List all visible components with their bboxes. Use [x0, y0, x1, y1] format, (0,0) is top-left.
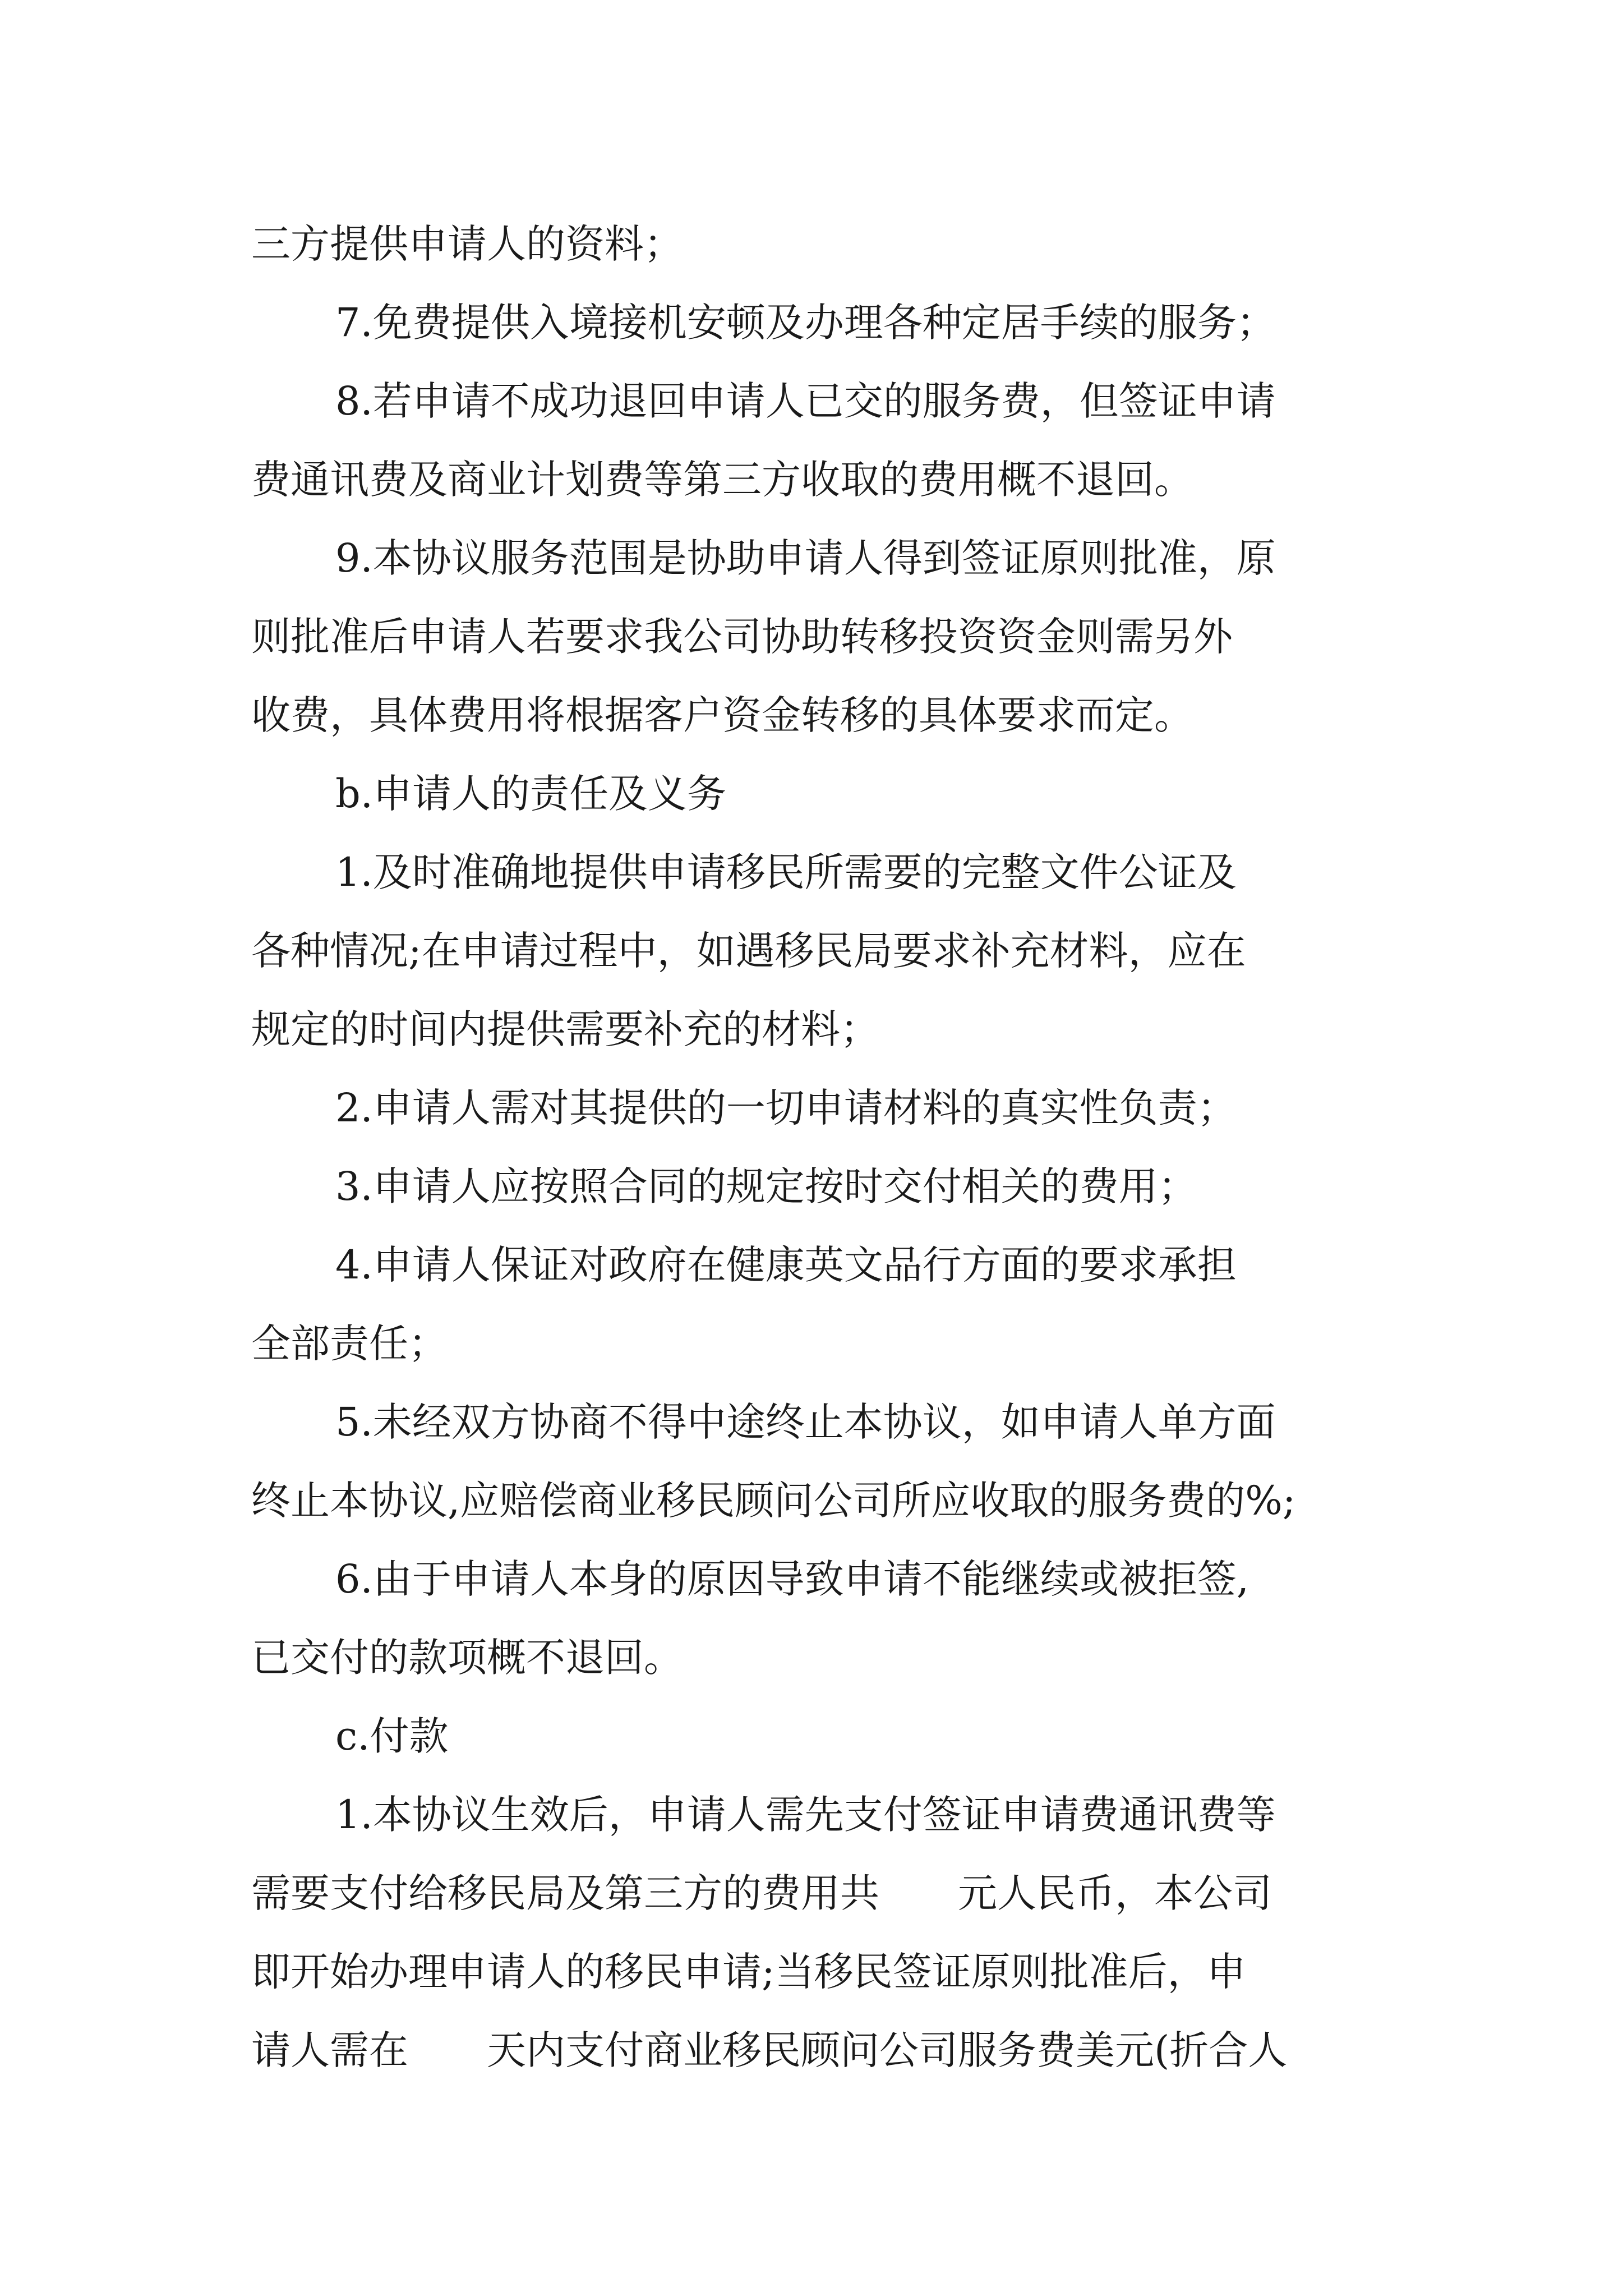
document-body: [251, 205, 1384, 2090]
text-line: 费通讯费及商业计划费等第三方收取的费用概不退回。: [251, 457, 1193, 503]
text-line: 2.申请人需对其提供的一切申请材料的真实性负责；: [335, 1085, 1237, 1131]
text-line: 已交付的款项概不退回。: [251, 1635, 683, 1681]
text-line: 则批准后申请人若要求我公司协助转移投资资金则需另外: [251, 614, 1233, 660]
text-line: 4.申请人保证对政府在健康英文品行方面的要求承担: [335, 1242, 1237, 1288]
text-line: 三方提供申请人的资料；: [251, 221, 683, 267]
text-line: 8.若申请不成功退回申请人已交的服务费，但签证申请: [335, 378, 1276, 424]
text-line: 终止本协议,应赔偿商业移民顾问公司所应收取的服务费的%;: [251, 1478, 1296, 1524]
text-line: 1.本协议生效后，申请人需先支付签证申请费通讯费等: [335, 1792, 1276, 1838]
text-line: 3.申请人应按照合同的规定按时交付相关的费用；: [335, 1163, 1197, 1209]
text-line: 6.由于申请人本身的原因导致申请不能继续或被拒签,: [335, 1556, 1249, 1602]
text-line: 9.本协议服务范围是协助申请人得到签证原则批准，原: [335, 535, 1276, 581]
text-line: 请人需在 天内支付商业移民顾问公司服务费美元(折合人: [251, 2027, 1288, 2073]
section-heading: b.申请人的责任及义务: [335, 771, 727, 817]
text-line: 全部责任；: [251, 1320, 448, 1366]
text-line: 收费，具体费用将根据客户资金转移的具体要求而定。: [251, 692, 1193, 738]
section-heading: c.付款: [335, 1713, 449, 1759]
text-line: 规定的时间内提供需要补充的材料；: [251, 1006, 879, 1052]
text-line: 需要支付给移民局及第三方的费用共 元人民币，本公司: [251, 1870, 1272, 1916]
text-line: 5.未经双方协商不得中途终止本协议，如申请人单方面: [335, 1399, 1276, 1445]
text-line: 即开始办理申请人的移民申请;当移民签证原则批准后，申: [251, 1949, 1246, 1995]
text-line: 各种情况;在申请过程中，如遇移民局要求补充材料，应在: [251, 928, 1246, 974]
text-line: 7.免费提供入境接机安顿及办理各种定居手续的服务；: [335, 300, 1276, 346]
text-line: 1.及时准确地提供申请移民所需要的完整文件公证及: [335, 849, 1237, 895]
